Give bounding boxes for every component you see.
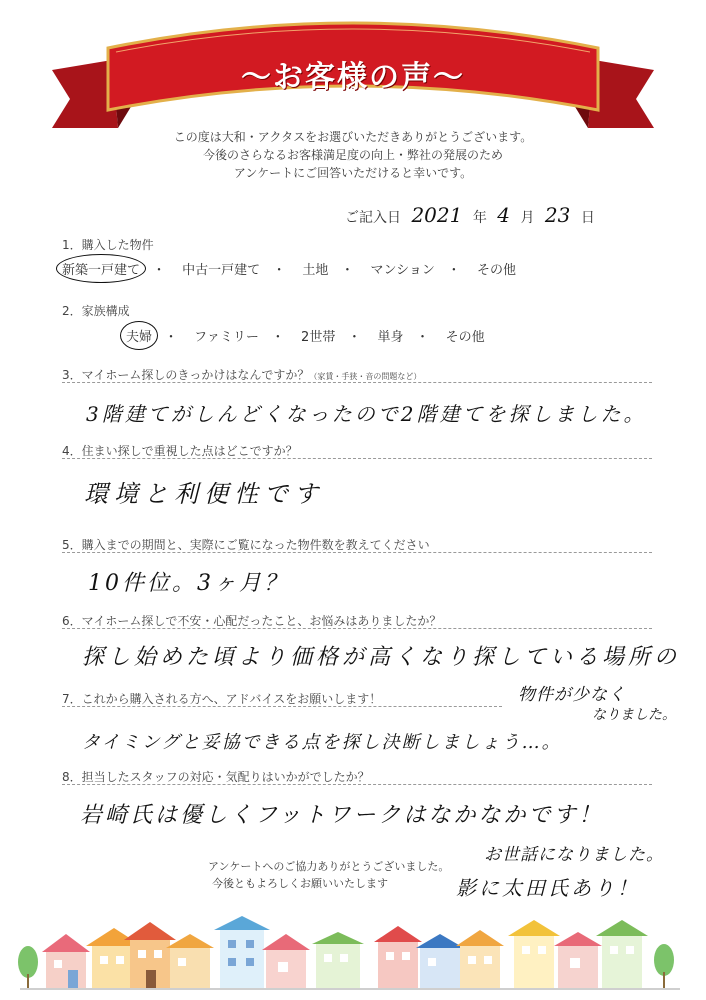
- date-label: ご記入日: [345, 210, 401, 226]
- house-icon: [596, 920, 648, 988]
- question-2-options: 夫婦 ・ ファミリー ・ 2世帯 ・ 単身 ・ その他: [126, 326, 485, 345]
- question-divider: [62, 382, 652, 383]
- footer-message: [208, 858, 449, 892]
- answer-8-extra-2: 影に太田氏あり！: [456, 876, 640, 900]
- house-icon: [124, 922, 176, 988]
- date-year-unit: 年: [472, 210, 487, 226]
- answer-6-line2: 物件が少なく: [518, 685, 626, 705]
- option-couple: 夫婦: [126, 326, 152, 345]
- intro-line: この度は大和・アクタスをお選びいただきありがとうございます。: [173, 130, 533, 144]
- question-divider: [62, 552, 652, 553]
- question-5-label: 5．購入までの期間と、実際にご覧になった物件数を教えてください: [62, 538, 430, 552]
- question-1-options: 新築一戸建て ・ 中古一戸建て ・ 土地 ・ マンション ・ その他: [62, 259, 516, 278]
- answer-3: 3階建てがしんどくなったので2階建てを探しました。: [86, 402, 647, 426]
- date-day-unit: 日: [580, 210, 595, 226]
- option-mansion: マンション: [370, 263, 435, 278]
- house-icon: [262, 934, 310, 988]
- house-icon: [214, 916, 270, 988]
- house-icon: [456, 930, 504, 988]
- option-new-house: 新築一戸建て: [62, 259, 140, 278]
- house-icon: [42, 934, 90, 988]
- house-icon: [554, 932, 602, 988]
- answer-4: 環境と利便性です: [84, 480, 324, 508]
- question-4-label: 4．住まい探しで重視した点はどこですか？: [62, 444, 298, 458]
- question-3-label: 3．マイホーム探しのきっかけはなんですか？（家賃・手狭・音の問題など）: [62, 368, 422, 382]
- date-month: 4: [497, 203, 510, 227]
- question-divider: [62, 784, 652, 785]
- answer-8: 岩崎氏は優しくフットワークはなかなかです！: [80, 803, 604, 828]
- house-icon: [166, 934, 214, 988]
- option-land: 土地: [302, 263, 329, 278]
- tree-icon: [654, 944, 674, 988]
- option-other: その他: [477, 263, 517, 278]
- answer-8-extra-1: お世話になりました。: [484, 845, 664, 865]
- answer-6-line3: なりました。: [592, 707, 676, 723]
- house-icon: [312, 932, 364, 988]
- question-7-label: 7．これから購入される方へ、アドバイスをお願いします！: [62, 692, 382, 706]
- house-icon: [508, 920, 560, 988]
- intro-line: アンケートにご回答いただけると幸いです。: [233, 166, 473, 180]
- houses-illustration: [0, 912, 706, 992]
- footer-line: 今後ともよろしくお願いいたします: [212, 877, 388, 890]
- answer-6-line1: 探し始めた頃より価格が高くなり探している場所の: [82, 645, 681, 670]
- date-year: 2021: [411, 203, 463, 227]
- question-1-label: 1．購入した物件: [62, 238, 154, 252]
- house-icon: [416, 934, 464, 988]
- date-month-unit: 月: [520, 210, 535, 226]
- option-family: ファミリー: [194, 330, 259, 345]
- intro-line: 今後のさらなるお客様満足度の向上・弊社の発展のため: [202, 148, 503, 162]
- question-2-label: 2．家族構成: [62, 304, 130, 318]
- date-day: 23: [544, 203, 571, 227]
- footer-line: アンケートへのご協力ありがとうございました。: [208, 860, 450, 873]
- page-title: ～お客様の声～: [241, 60, 465, 95]
- question-8-label: 8．担当したスタッフの対応・気配りはいかがでしたか？: [62, 770, 370, 784]
- question-divider: [62, 628, 652, 629]
- option-two-generation: 2世帯: [301, 330, 336, 345]
- tree-icon: [18, 946, 38, 988]
- option-other: その他: [445, 330, 485, 345]
- entry-date: [345, 203, 601, 227]
- answer-7: タイミングと妥協できる点を探し決断しましょう…。: [82, 732, 562, 753]
- question-divider: [62, 706, 502, 707]
- answer-5: 10件位。3ヶ月？: [88, 571, 289, 596]
- intro-text: [0, 128, 706, 182]
- question-6-label: 6．マイホーム探しで不安・心配だったこと、お悩みはありましたか？: [62, 614, 442, 628]
- question-divider: [62, 458, 652, 459]
- option-single: 単身: [377, 330, 404, 345]
- option-used-house: 中古一戸建て: [182, 263, 261, 278]
- house-icon: [374, 926, 422, 988]
